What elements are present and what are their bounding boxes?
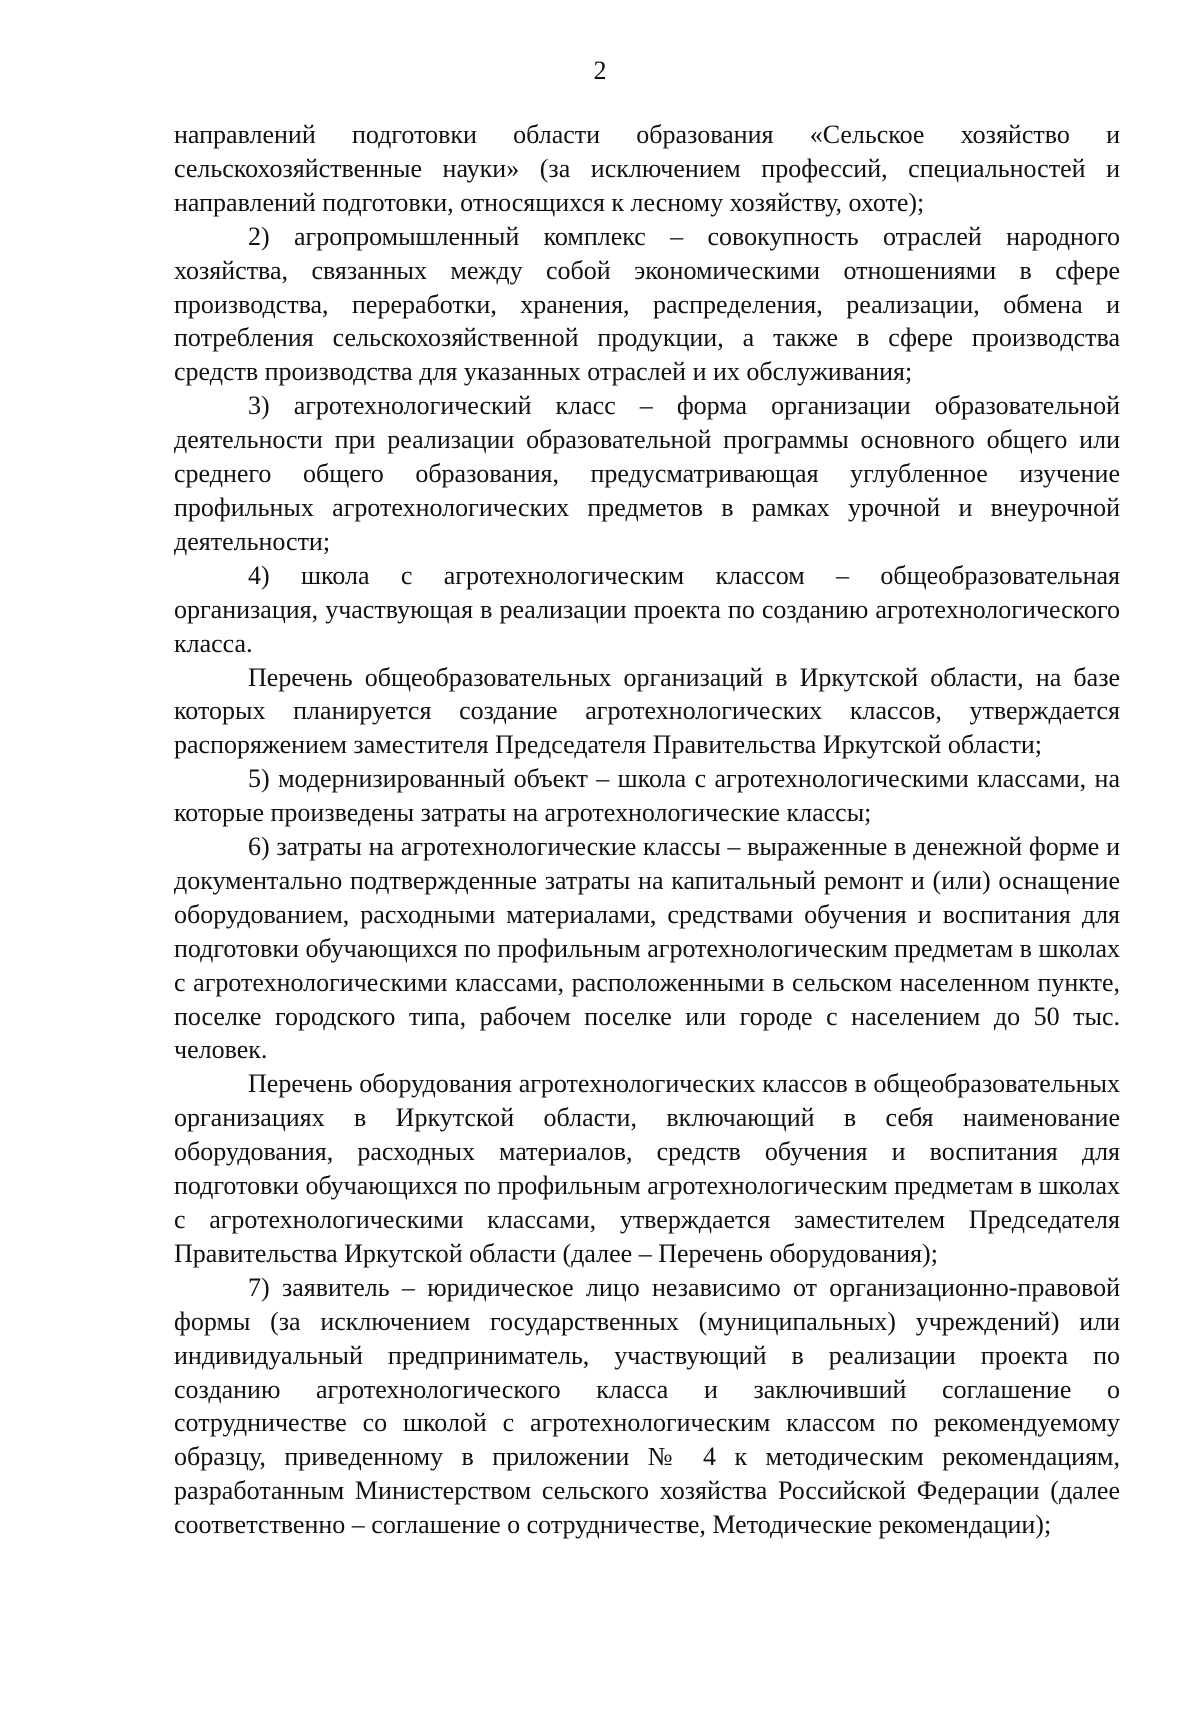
paragraph-5: Перечень общеобразовательных организаций в Иркутской области, на базе которых планируется создание агротехнологических классов, утверждается распоряжением заместителя Председателя Правительства Иркутской области; — [174, 662, 1120, 760]
paragraph-3: 3) агротехнологический класс – форма организации образовательной деятельности при реализации образовательной программы основного общего или среднего общего образования, предусматривающая углубленное изучение профильных агротехнологических предметов в рамках урочной и внеурочной деятельности; — [174, 391, 1120, 556]
paragraph-7: 6) затраты на агротехнологические классы – выраженные в денежной форме и документально подтвержденные затраты на капитальный ремонт и (или) оснащение оборудованием, расходными материалами, средствами обучения и воспитания для подготовки обучающихся по профильным агротехнологическим предметам в школах с агротехнологическими классами, расположенными в сельском населенном пункте, поселке городского типа, рабочем поселке или городе с населением до 50 тыс. человек. — [174, 832, 1120, 1065]
paragraph-6: 5) модернизированный объект – школа с агротехнологическими классами, на которые произведены затраты на агротехнологические классы; — [174, 764, 1120, 828]
document-body — [174, 118, 1120, 1542]
page-number: 2 — [593, 56, 607, 85]
paragraph-8: Перечень оборудования агротехнологических классов в общеобразовательных организациях в Иркутской области, включающий в себя наименование оборудования, расходных материалов, средств обучения и воспитания для подготовки обучающихся по профильным агротехнологическим предметам в школах с агротехнологическими классами, утверждается заместителем Председателя Правительства Иркутской области (далее – Перечень оборудования); — [174, 1069, 1120, 1268]
paragraph-4: 4) школа с агротехнологическим классом – общеобразовательная организация, участвующая в реализации проекта по созданию агротехнологического класса. — [174, 560, 1120, 658]
paragraph-9: 7) заявитель – юридическое лицо независимо от организационно-правовой формы (за исключением государственных (муниципальных) учреждений) или индивидуальный предприниматель, участвующий в реализации проекта по созданию агротехнологического класса и заключивший соглашение о сотрудничестве со школой с агротехнологическим классом по рекомендуемому образцу, приведенному в приложении № 4 к методическим рекомендациям, разработанным Министерством сельского хозяйства Российской Федерации (далее соответственно – соглашение о сотрудничестве, Методические рекомендации); — [174, 1272, 1120, 1540]
paragraph-2: 2) агропромышленный комплекс – совокупность отраслей народного хозяйства, связанных между собой экономическими отношениями в сфере производства, переработки, хранения, распределения, реализации, обмена и потребления сельскохозяйственной продукции, а также в сфере производства средств производства для указанных отраслей и их обслуживания; — [174, 221, 1120, 387]
paragraph-1: направлений подготовки области образования «Сельское хозяйство и сельскохозяйственные науки» (за исключением профессий, специальностей и направлений подготовки, относящихся к лесному хозяйству, охоте); — [174, 120, 1120, 217]
